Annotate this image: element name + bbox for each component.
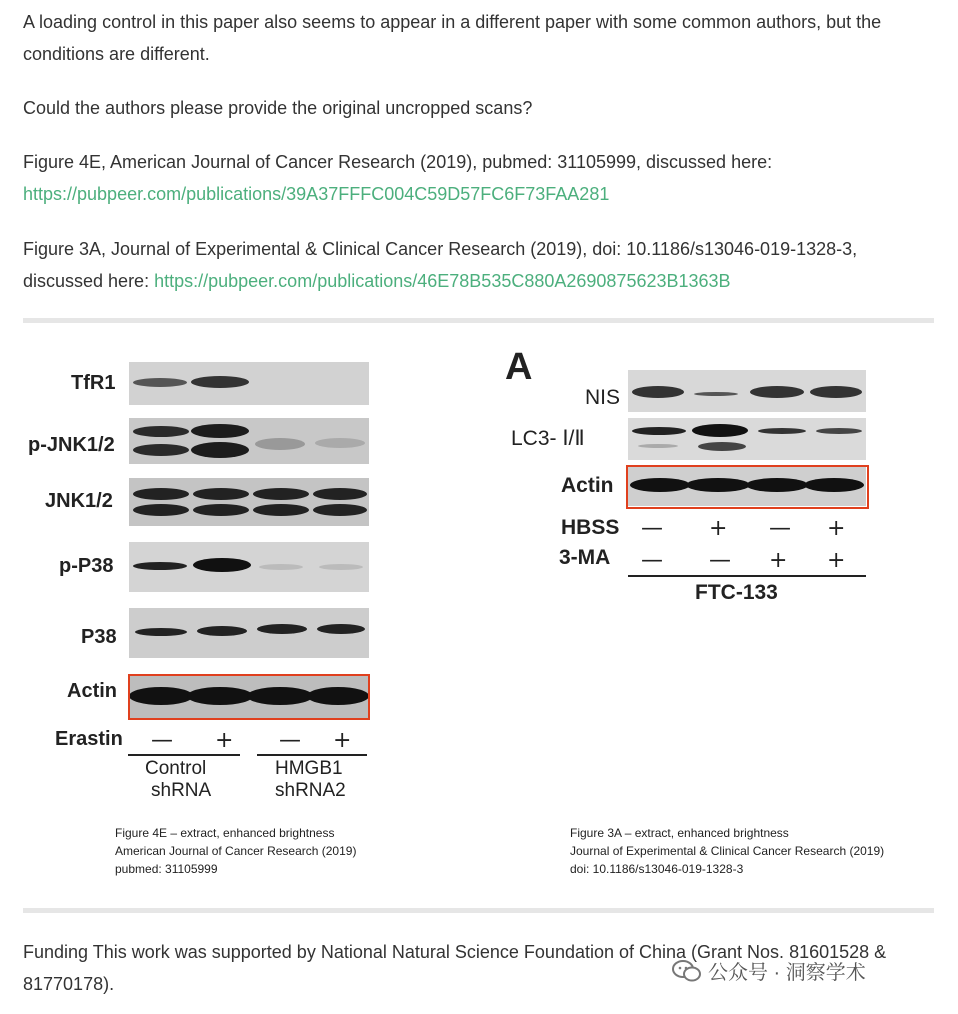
blot-lc3 bbox=[628, 418, 866, 460]
label-ftc133: FTC-133 bbox=[695, 581, 778, 604]
label-lc3: LC3- Ⅰ/Ⅱ bbox=[511, 427, 585, 450]
comment-paragraph-3 bbox=[23, 146, 938, 210]
funding-paragraph: Funding This work was supported by National Natural Science Foundation of China (Grant Nos. 81601528 & 81770178). bbox=[23, 942, 887, 994]
divider-bottom bbox=[23, 908, 934, 913]
sign-l2: + bbox=[215, 728, 234, 753]
blot-pjnk bbox=[129, 418, 369, 464]
wechat-icon bbox=[672, 959, 702, 983]
comment-paragraph-1: A loading control in this paper also seems to appear in a different paper with some common authors, but the conditions are different. bbox=[23, 12, 882, 64]
sign-l3: — bbox=[279, 728, 301, 753]
blot-nis bbox=[628, 370, 866, 412]
watermark-text: 公众号 · 洞察学术 bbox=[708, 962, 866, 984]
group-hmgb1-2: shRNA2 bbox=[275, 780, 346, 801]
blot-jnk bbox=[129, 478, 369, 526]
label-jnk: JNK1/2 bbox=[45, 490, 113, 512]
caption-right-line-2: Journal of Experimental & Clinical Cancer Research (2019) bbox=[570, 844, 885, 858]
label-tfr1: TfR1 bbox=[71, 372, 116, 394]
sign-r2-1: — bbox=[641, 548, 663, 573]
label-hbss: HBSS bbox=[561, 516, 620, 539]
comparison-figure bbox=[23, 330, 934, 905]
blot-tfr1 bbox=[129, 362, 369, 405]
label-p38: P38 bbox=[81, 626, 117, 648]
caption-left-line-2: American Journal of Cancer Research (2019) bbox=[115, 844, 357, 858]
label-pjnk: p-JNK1/2 bbox=[28, 434, 115, 456]
divider-top bbox=[23, 318, 934, 323]
label-nis: NIS bbox=[585, 386, 621, 409]
pubpeer-link-2[interactable]: https://pubpeer.com/publications/46E78B535C880A2690875623B1363B bbox=[154, 271, 731, 291]
caption-right-line-3: doi: 10.1186/s13046-019-1328-3 bbox=[570, 862, 744, 876]
panel-letter: A bbox=[505, 346, 533, 388]
paragraph-3-text: Figure 4E, American Journal of Cancer Research (2019), pubmed: 31105999, discussed here: bbox=[23, 152, 773, 172]
label-erastin: Erastin bbox=[55, 728, 123, 750]
label-actin-left: Actin bbox=[67, 680, 117, 702]
caption-left-line-1: Figure 4E – extract, enhanced brightness bbox=[115, 826, 335, 840]
sign-r1-4: + bbox=[827, 516, 846, 541]
watermark bbox=[672, 956, 866, 985]
highlight-box-left bbox=[128, 674, 370, 720]
group-control-1: Control bbox=[145, 758, 207, 779]
group-control-2: shRNA bbox=[151, 780, 212, 801]
highlight-box-right bbox=[626, 465, 869, 509]
label-pp38: p-P38 bbox=[59, 555, 114, 577]
group-line-hmgb1 bbox=[257, 754, 367, 756]
sign-l4: + bbox=[333, 728, 352, 753]
label-actin-right: Actin bbox=[561, 474, 614, 497]
sign-r2-4: + bbox=[827, 548, 846, 573]
group-line-control bbox=[128, 754, 240, 756]
comment-paragraph-4 bbox=[23, 233, 938, 297]
paragraph-4-text: Figure 3A, Journal of Experimental & Clinical Cancer Research (2019), doi: 10.1186/s13046-019-1328-3, discussed here: bbox=[23, 239, 858, 291]
caption-right bbox=[570, 824, 884, 878]
pubpeer-link-1[interactable]: https://pubpeer.com/publications/39A37FFFC004C59D57FC6F73FAA281 bbox=[23, 184, 610, 204]
sign-r2-3: + bbox=[769, 548, 788, 573]
blot-p38 bbox=[129, 608, 369, 658]
caption-left bbox=[115, 824, 356, 878]
caption-right-line-1: Figure 3A – extract, enhanced brightness bbox=[570, 826, 789, 840]
sign-r1-3: — bbox=[769, 516, 791, 541]
sign-r2-2: — bbox=[709, 548, 731, 573]
group-hmgb1-1: HMGB1 bbox=[275, 758, 343, 779]
caption-left-line-3: pubmed: 31105999 bbox=[115, 862, 218, 876]
sign-r1-1: — bbox=[641, 516, 663, 541]
label-3ma: 3-MA bbox=[559, 546, 611, 569]
blot-pp38 bbox=[129, 542, 369, 592]
sign-r1-2: + bbox=[709, 516, 728, 541]
comment-paragraph-2: Could the authors please provide the original uncropped scans? bbox=[23, 98, 533, 118]
group-line-ftc bbox=[628, 575, 866, 577]
sign-l1: — bbox=[151, 728, 173, 753]
